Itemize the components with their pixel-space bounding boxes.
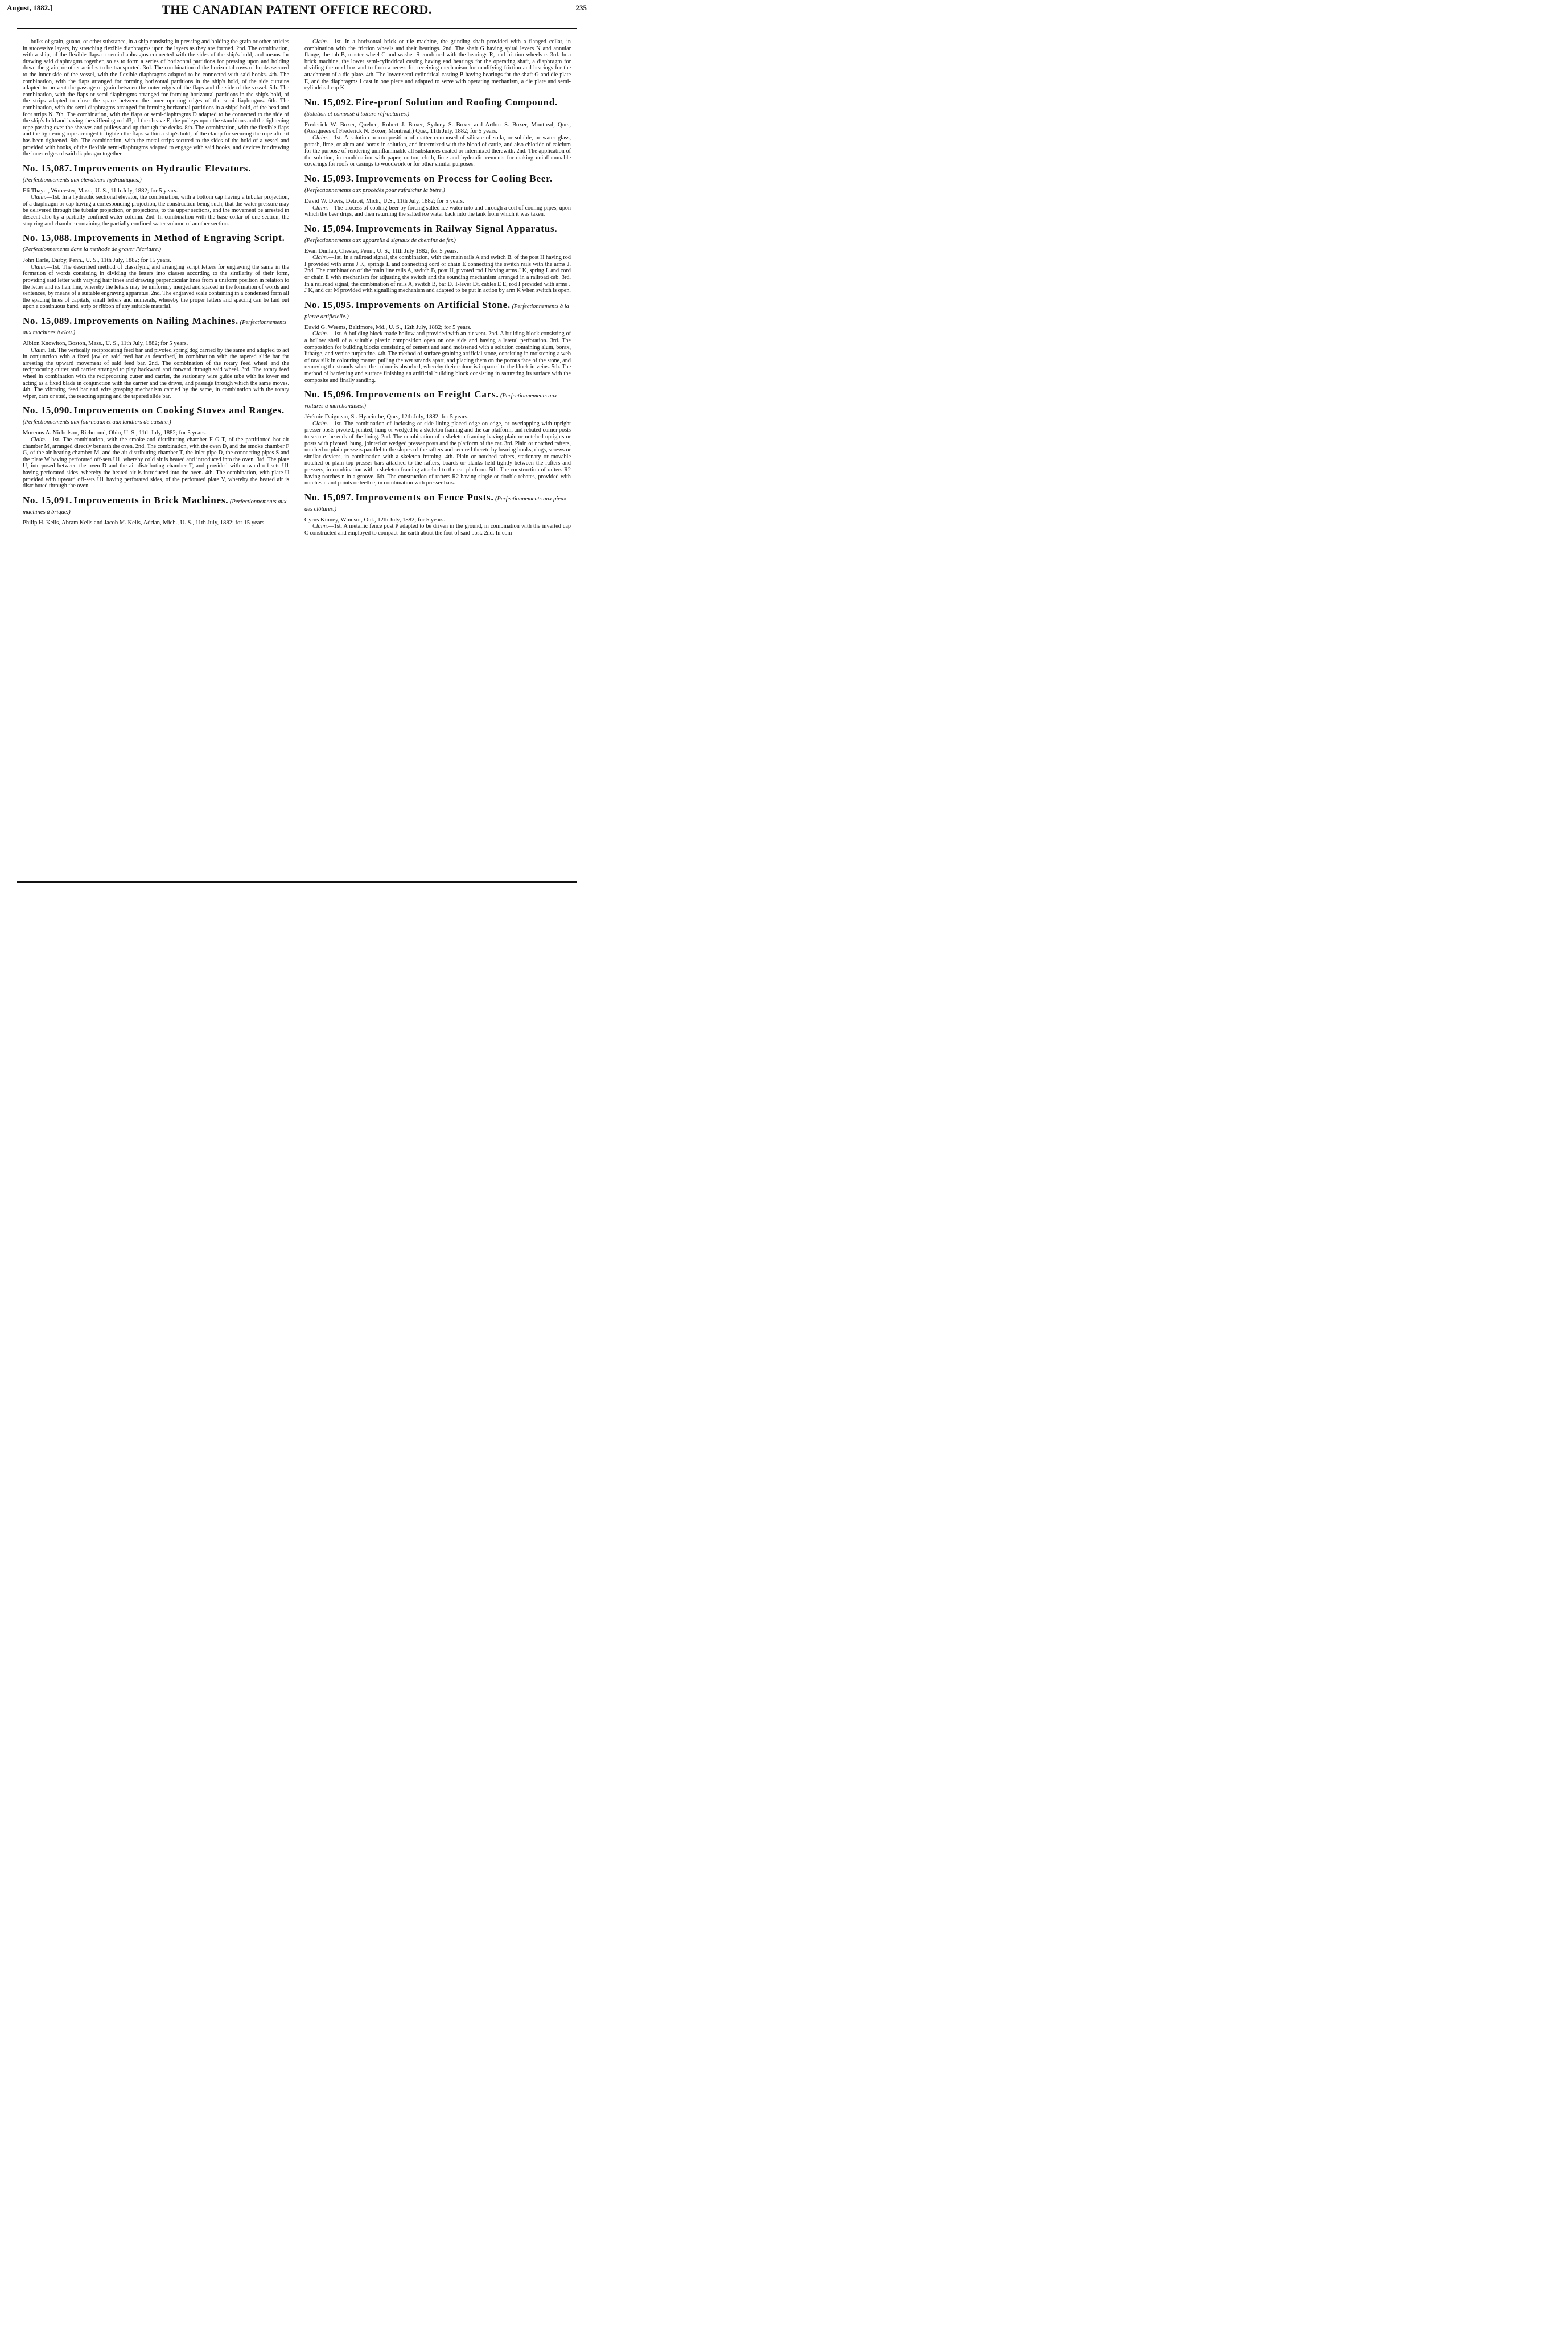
patent-entry (23, 316, 289, 400)
claim-label: Claim. (31, 347, 47, 354)
patent-number: No. 15,094. (304, 223, 354, 234)
claim-text: —1st. The combination of inclosing or side lining placed edge on edge, or overlapping with upright presser posts pivoted, jointed, hung or wedged to a skeleton framing and the car platform, and rebated corner posts to secure the ends of the lining. 2nd. The combination of a skeleton framing having plain or notched uprights or posts with pivoted, hung, jointed or wedged presser posts and the platform of the car. 3rd. Plain or notched rafters, notched or plain pressers parallel to the slopes of the rafters and secured thereto by bearing hooks, rings, screws or similar devices, in combination with a skeleton framing. 4th. Plain or notched rafters, stationary or movable notched or plain top presser bars attached to the rafters, boards or planks held tightly between the rafters and pressers, in combination with a skeleton framing attached to the car platform. 5th. The construction of rafters R2 having notches n in a groove. 6th. The construction of rafters R2 having single or double rebates, provided with notches n and points or teeth e, in combination with presser bars. (304, 420, 571, 487)
claim (23, 437, 289, 490)
patent-entry (23, 163, 289, 228)
patent-entry (304, 174, 571, 218)
claim (304, 135, 571, 168)
patent-entry (304, 97, 571, 168)
patentee: Cyrus Kinney, Windsor, Ont., 12th July, 1882; for 5 years. (304, 516, 445, 523)
continuation-text (304, 39, 571, 92)
patent-title: Improvements in Brick Machines. (73, 494, 229, 506)
patent-title: Improvements on Freight Cars. (355, 389, 499, 400)
claim (304, 205, 571, 218)
patent-heading (304, 224, 571, 246)
claim-text: —1st. A metallic fence post P adapted to be driven in the ground, in combination with the inverted cap C constructed and employed to compact the earth about the foot of said post. 2nd. In com- (304, 523, 571, 536)
patent-entry (304, 224, 571, 294)
patent-title: Improvements on Fence Posts. (355, 491, 494, 503)
patentee: David G. Weems, Baltimore, Md., U. S., 12th July, 1882; for 5 years. (304, 324, 472, 331)
patent-title-french: (Perfectionnements aux procédés pour rafraîchir la bière.) (304, 187, 445, 194)
patent-number: No. 15,088. (23, 232, 72, 244)
claim (304, 331, 571, 384)
patent-heading (304, 492, 571, 515)
patent-heading (304, 174, 571, 196)
claim-text: —1st. The combination, with the smoke and distributing chamber F G T, of the partitioned hot air chamber M, arranged directly beneath the oven. 2nd. The combination, with the oven D, and the smoke chamber F G, of the air heating chamber M, and the air distributing chamber T, the inlet pipe D, the connecting pipes S and the plate W having perforated off-sets U1, whereby cold air is heated and introduced into the oven. 3rd. The plate U, interposed between the oven D and the air distributing chamber T, and provided with upward off-sets U1 having perforated sides, whereby the heated air is introduced into the oven. 4th. The combination, with plate U provided with upward off-sets U1 having perforated sides, of the perforated plate V, whereby the heated air is distributed through the oven. (23, 436, 289, 490)
issue-date: August, 1882.] (7, 3, 52, 12)
claim-label: Claim. (312, 39, 328, 45)
patent-entry (304, 389, 571, 487)
patentee: John Earle, Darby, Penn., U. S., 11th July, 1882; for 15 years. (23, 257, 171, 264)
claim-text: —The process of cooling beer by forcing salted ice water into and through a coil of cooling pipes, upon which the beer drips, and then returning the salted ice water back into the tank from which it was taken. (304, 204, 571, 218)
claim-text: —1st. A building block made hollow and provided with an air vent. 2nd. A building block consisting of a hollow shell of a suitable plastic composition open on one side and having a lateral perforation. 3rd. The composition for building blocks consisting of cement and sand moistened with a solution containing alum, borax, litharge, and venice turpentine. 4th. The method of surface graining artificial stone, consisting in moistening a web of raw silk in colouring matter, pulling the wet strands apart, and placing them on the porous face of the stone, and removing the strands when the colour is absorbed, whereby their colour is imparted to the block in veins. 5th. The method of hardening and surface finishing an artificial building block consisting in saturating its surface with the composite and finally sanding. (304, 331, 571, 384)
claim (23, 264, 289, 310)
patentee: Morenus A. Nicholson, Richmond, Ohio, U. S., 11th July, 1882; for 5 years. (23, 430, 207, 437)
claim-label: Claim. (312, 204, 328, 211)
claim-text: —1st. In a hydraulic sectional elevator, the combination, with a bottom cap having a tubular projection, of a diaphragm or cap having a corresponding projection, the construction being such, that the water pressure may be delivered through the tubular projection, or projections, to the upper sections, and the movement be arrested in descent also by a partially confined water column. 2nd. In combination with the base collar of one section, the stop ring and chamber containing the partially confined water volume of another section. (23, 194, 289, 227)
patent-title-french: (Perfectionnements aux machines à brique.) (23, 498, 287, 515)
patent-title-french: (Perfectionnements aux fourneaux et aux landiers de cuisine.) (23, 419, 171, 426)
patent-heading (23, 495, 289, 518)
patent-heading (23, 405, 289, 428)
patent-title-french: (Perfectionnements aux pieux des clôtures.) (304, 495, 566, 512)
left-column (23, 39, 289, 880)
patentee: Frederick W. Boxer, Quebec, Robert J. Boxer, Sydney S. Boxer and Arthur S. Boxer, Montreal, Que., (Assignees of Frederick N. Boxer, Montreal,) Que., 11th July, 1882; for 5 years. (304, 121, 571, 135)
patent-number: No. 15,095. (304, 299, 354, 310)
claim (304, 523, 571, 536)
patentee: Eli Thayer, Worcester, Mass., U. S., 11th July, 1882; for 5 years. (23, 187, 178, 194)
claim (23, 347, 289, 400)
claim (304, 421, 571, 487)
right-column (304, 39, 571, 880)
patent-entry (304, 492, 571, 537)
patent-number: No. 15,093. (304, 173, 354, 184)
patent-entry (304, 300, 571, 384)
patent-title-french: (Perfectionnements aux machines à clou.) (23, 319, 287, 336)
patent-title: Improvements in Method of Engraving Script. (73, 232, 285, 244)
claim-label: Claim. (312, 254, 328, 261)
claim-text: —1st. The described method of classifying and arranging script letters for engraving the same in the formation of words consisting in dividing the letters into classes according to the similarity of their form, providing said letter with varying hair lines and drawing perpendicular lines from a uniform position in relation to the letter and its hair line, whereby the letters may be uniformly merged and spaced in the formation of words and sentences, by means of a suitable engraving apparatus. 2nd. The engraved scale containing in a condensed form all the spacing lines of capitals, small letters and numerals, whereby the proper letters and spacing can be laid out upon a continuous band, strip or ribbon of any suitable material. (23, 264, 289, 310)
claim-label: Claim. (31, 194, 47, 201)
patent-number: No. 15,087. (23, 162, 72, 174)
claim-label: Claim. (31, 264, 47, 270)
patentee: Jérémie Daigneau, St. Hyacinthe, Que., 12th July, 1882: for 5 years. (304, 414, 469, 421)
patent-title: Improvements in Railway Signal Apparatus. (355, 223, 558, 234)
patent-heading (304, 389, 571, 412)
claim-text: —1st. In a railroad signal, the combination, with the main rails A and switch B, of the post H having rod I provided with arms J K, springs L and connecting cord or chain E connecting the switch rails with the arms J. 2nd. The combination of the main line rails A, switch B, post H, pivoted rod I having arms J K, spring L and cord or chain E with mechanism for adjusting the switch and the sounding mechanism arranged in a railroad cab. 3rd. In a railroad signal, the combination of rails A, switch B, bar D, T-lever Dt, cables E E, rod I provided with arms J J K, and car M provided with signalling mechanism and adapted to be put in action by arm K when switch is open. (304, 254, 571, 294)
patent-number: No. 15,092. (304, 96, 354, 108)
bottom-rule (17, 881, 577, 883)
patent-heading (23, 233, 289, 255)
patent-title: Improvements on Artificial Stone. (355, 299, 511, 310)
patent-title-french: (Perfectionnements dans la methode de graver l'écriture.) (23, 247, 161, 253)
claim-label: Claim. (31, 436, 47, 443)
patent-heading (23, 316, 289, 338)
claim-label: Claim. (312, 523, 328, 530)
continuation-text: bulks of grain, guano, or other substance, in a ship consisting in pressing and holding the grain or other articles in successive layers, by stretching flexible diaphragms upon the layers as they are formed. 2nd. The combination, with a ship, of the flexible flaps or semi-diaphragms connected with the sides of the ship's hold, and means for drawing said diaphragms together, so as to form a series of horizontal partitions for pressing upon and holding down the grain, or other articles to be transported. 3rd. The combination of the horizontal rows of hooks secured to the inner side of the vessel, with the flexible diaphragms adapted to be connected with said hooks. 4th. The combination, with the flaps arranged for forming horizontal partitions in the ship's hold, of the side curtains adapted to prevent the passage of grain between the outer edges of the flaps and the side of the vessel. 5th. The combination, with the flaps or semi-diaphragms arranged for forming horizontal partitions in the ship's hold, of the strips adapted to close the space between the inner opening edges of the semi-diaphragms. 6th. The combination, with the semi-diaphragms arranged for forming horizontal partitions in a ships' hold, of the head and foot strips N. 7th. The combination, with the flaps or semi-diaphragms D adapted to be connected to the side of the ship's hold and having the stiffening rod d3, of the sheave E, the pulleys upon the stanchions and the tightening rope passing over the sheaves and pulleys and up through the decks. 8th. The combination, with the flexible flaps and the tightening rope arranged to tighten the flaps within a ship's hold, of the clamp for securing the rope after it has been tightened. 9th. The combination, with the metal strips secured to the sides of the hold of a vessel and provided with hooks, of the flexible semi-diaphragms adapted to engage with said hooks, and devices for drawing the inner edges of said diaphragm together. (23, 39, 289, 158)
patent-heading (23, 163, 289, 186)
patent-title: Improvements on Nailing Machines. (73, 315, 239, 326)
patent-title-french: (Perfectionnements aux voitures à marchandises.) (304, 393, 557, 410)
page-number: 235 (575, 3, 587, 12)
patent-number: No. 15,096. (304, 389, 354, 400)
patent-heading (304, 300, 571, 322)
journal-title: THE CANADIAN PATENT OFFICE RECORD. (162, 2, 432, 17)
claim (23, 194, 289, 227)
patent-number: No. 15,097. (304, 491, 354, 503)
patent-number: No. 15,089. (23, 315, 72, 326)
patentee: Philip H. Kells, Abram Kells and Jacob M. Kells, Adrian, Mich., U. S., 11th July, 1882; for 15 years. (23, 519, 266, 526)
patent-title-french: (Perfectionnements à la pierre artificielle.) (304, 303, 569, 320)
claim-text: 1st. The vertically reciprocating feed bar and pivoted spring dog carried by the same and adapted to act in conjunction with a fixed jaw on said feed bar as described, in combination with the tapered slide bar for arresting the upward movement of said feed bar. 2nd. The combination of the rotary feed wheel and the reciprocating cutter and carrier arranged to play backward and forward through said wheel. 3rd. The rotary feed wheel in combination with the reciprocating cutter and carrier, the stationary wire guide tube with its lower end acting as a fixed blade in conjunction with the carrier and the driver, and passage through which the same moves. 4th. The vibrating feed bar and wire grasping mechanism carried by the same, in combination with the rotary wiper, cam or stud, the reacting spring and the tapered slide bar. (23, 347, 289, 400)
claim-text: —1st. A solution or composition of matter composed of silicate of soda, or soluble, or water glass, potash, lime, or alum and borax in solution, and intermixed with the blood of cattle, and also chloride of calcium for the purpose of rendering uninflammable all substances coated or intermixed therewith. 2nd. The application of the solution, in combination with paper, cotton, cloth, lime and hydraulic cements for making uninflammable coverings for roofs or casings to woodwork or for other similar purposes. (304, 134, 571, 168)
claim-text: —1st. In a horizontal brick or tile machine, the grinding shaft provided with a flanged collar, in combination with the friction wheels and their bearings. 2nd. The shaft G having spiral levers N and annular flange, the tub B, master wheel C and washer S combined with the bearings R, and friction wheels e. 3rd. In a brick machine, the lower semi-cylindrical casting having end bearings for the operating shaft, a diaphragm for dividing the mud box and to form a recess for receiving mechanism for modifying friction and bearings for the attachment of a die plate. 4th. The lower semi-cylindrical casting B having bearings for the shaft G and die plate E, and the diaphragms I cast in one piece and adapted to serve with operating mechanism, a die plate and semi-cylindrical cap K. (304, 39, 571, 92)
patent-heading (304, 97, 571, 120)
patentee: Evan Dunlap, Chester, Penn., U. S., 11th July 1882; for 5 years. (304, 248, 459, 254)
patent-title-french: (Perfectionnements aux élévateurs hydrauliques.) (23, 176, 142, 183)
page (0, 0, 594, 893)
claim-label: Claim. (312, 331, 328, 338)
top-rule (17, 28, 577, 30)
claim-label: Claim. (312, 420, 328, 427)
patentee: Albion Knowlton, Boston, Mass., U. S., 11th July, 1882; for 5 years. (23, 340, 188, 347)
patent-title-french: (Solution et composé à toiture réfractaires.) (304, 110, 410, 117)
patent-title: Improvements on Process for Cooling Beer. (355, 173, 553, 184)
claim (304, 254, 571, 294)
patent-entry (23, 405, 289, 489)
patent-title: Improvements on Cooking Stoves and Ranges. (73, 405, 285, 416)
patent-number: No. 15,091. (23, 494, 72, 506)
patent-title-french: (Perfectionnements aux appareils à signaux de chemins de fer.) (304, 237, 456, 244)
patent-title: Fire-proof Solution and Roofing Compound. (355, 96, 558, 108)
patent-entry (23, 233, 289, 310)
patent-entry (23, 495, 289, 527)
patentee: David W. Davis, Detroit, Mich., U.S., 11th July, 1882; for 5 years. (304, 198, 464, 204)
claim-label: Claim. (312, 134, 328, 141)
patent-title: Improvements on Hydraulic Elevators. (73, 162, 252, 174)
patent-number: No. 15,090. (23, 405, 72, 416)
